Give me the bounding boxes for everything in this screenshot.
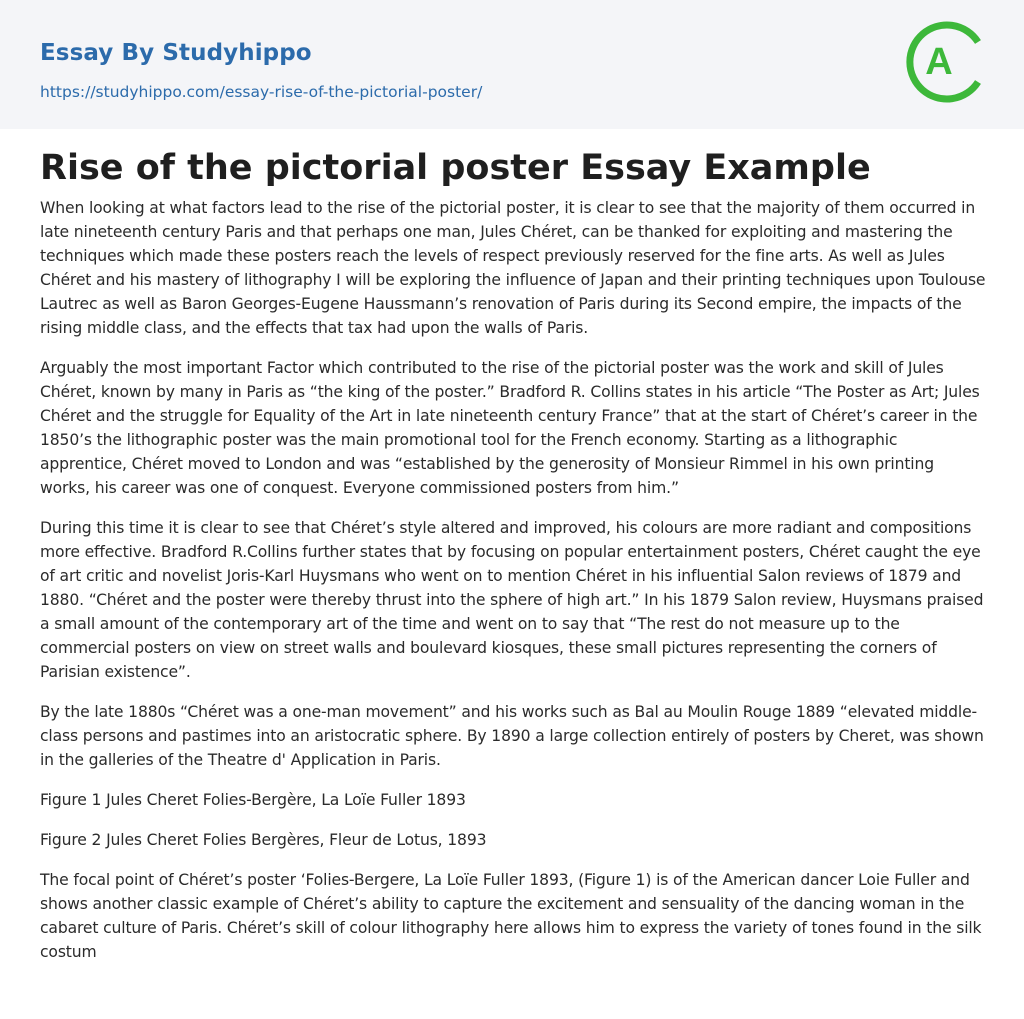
studyhippo-logo-icon[interactable] [905,17,991,107]
article-content [40,140,988,980]
site-name[interactable]: Essay By Studyhippo [40,40,312,66]
figure-caption: Figure 2 Jules Cheret Folies Bergères, Fleur de Lotus, 1893 [40,831,487,849]
page-title: Rise of the pictorial poster Essay Example [40,148,871,188]
paragraph: The focal point of Chéret’s poster ‘Folies-Bergere, La Loïe Fuller 1893, (Figure 1) is of the American dancer Loie Fuller and shows another classic example of Chéret’s ability to capture the excitement and sensuality of the dancing woman in the cabaret culture of Paris. Chéret’s skill of colour lithography here allows him to express the variety of tones found in the silk costum [40,871,982,961]
site-header [0,0,1024,129]
paragraph: Arguably the most important Factor which contributed to the rise of the pictorial poster was the work and skill of Jules Chéret, known by many in Paris as “the king of the poster.” Bradford R. Collins states in his article “The Poster as Art; Jules Chéret and the struggle for Equality of the Art in late nineteenth century France” that at the start of Chéret’s career in the 1850’s the lithographic poster was the main promotional tool for the French economy. Starting as a lithographic apprentice, Chéret moved to London and was “established by the generosity of Monsieur Rimmel in his own printing works, his career was one of conquest. Everyone commissioned posters from him.” [40,359,980,497]
paragraph: When looking at what factors lead to the rise of the pictorial poster, it is clear to see that the majority of them occurred in late nineteenth century Paris and that perhaps one man, Jules Chéret, can be thanked for exploiting and mastering the techniques which made these posters reach the levels of respect previously reserved for the fine arts. As well as Jules Chéret and his mastery of lithography I will be exploring the influence of Japan and their printing techniques upon Toulouse Lautrec as well as Baron Georges-Eugene Haussmann’s renovation of Paris during its Second empire, the impacts of the rising middle class, and the effects that tax had upon the walls of Paris. [40,199,986,337]
paragraph: During this time it is clear to see that Chéret’s style altered and improved, his colours are more radiant and compositions more effective. Bradford R.Collins further states that by focusing on popular entertainment posters, Chéret caught the eye of art critic and novelist Joris-Karl Huysmans who went on to mention Chéret in his influential Salon reviews of 1879 and 1880. “Chéret and the poster were thereby thrust into the sphere of high art.” In his 1879 Salon review, Huysmans praised a small amount of the contemporary art of the time and went on to say that “The rest do not measure up to the commercial posters on view on street walls and boulevard kiosques, these small pictures representing the corners of Parisian existence”. [40,519,984,681]
essay-url-link[interactable]: https://studyhippo.com/essay-rise-of-the-pictorial-poster/ [40,83,483,101]
figure-caption: Figure 1 Jules Cheret Folies-Bergère, La Loïe Fuller 1893 [40,791,466,809]
logo-letter: A [925,41,953,83]
paragraph: By the late 1880s “Chéret was a one-man movement” and his works such as Bal au Moulin Rouge 1889 “elevated middle-class persons and pastimes into an aristocratic sphere. By 1890 a large collection entirely of posters by Cheret, was shown in the galleries of the Theatre d' Application in Paris. [40,703,984,769]
